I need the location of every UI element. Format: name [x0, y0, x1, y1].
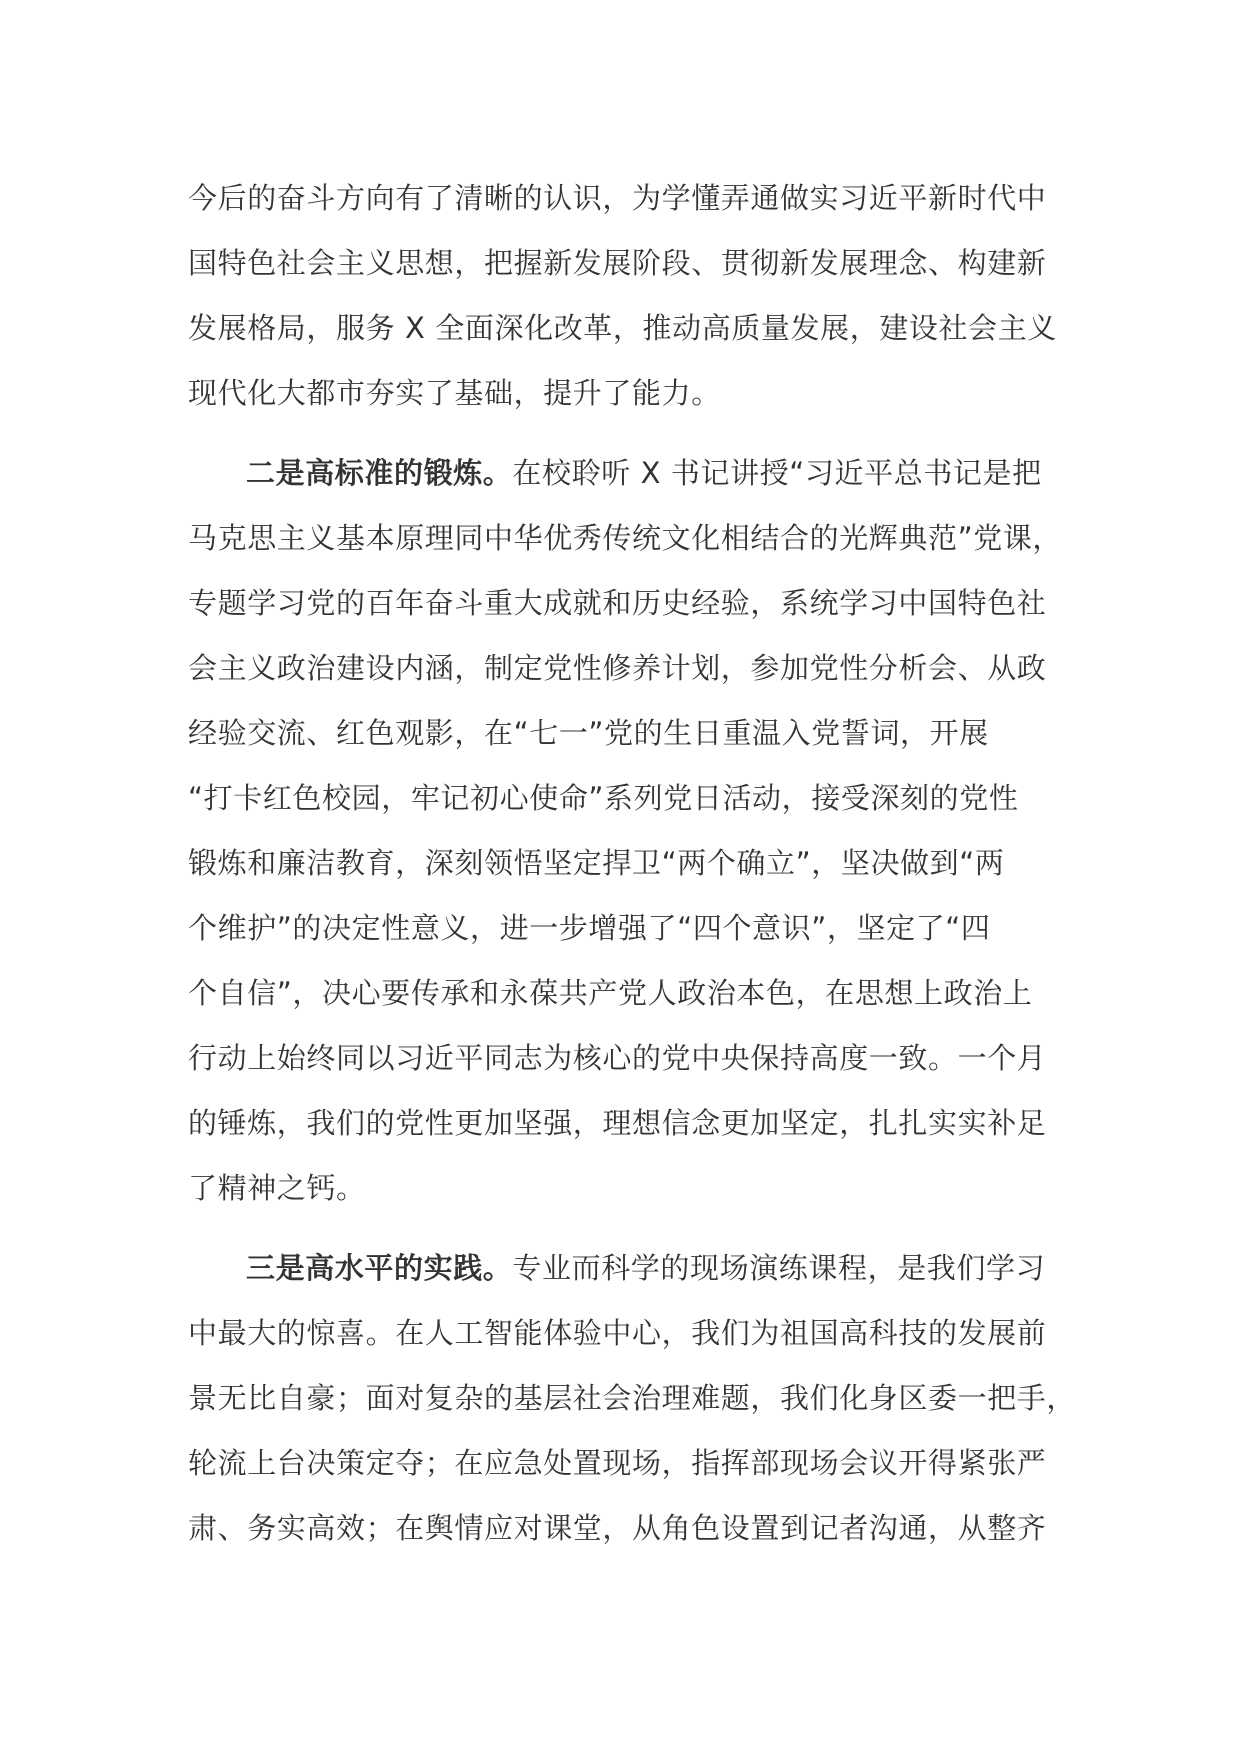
- text-line: 现代化大都市夯实了基础，提升了能力。: [188, 376, 721, 410]
- text-line: 锻炼和廉洁教育，深刻领悟坚定捍卫“两个确立”，坚决做到“两: [188, 846, 1005, 880]
- text-line: “打卡红色校园，牢记初心使命”系列党日活动，接受深刻的党性: [188, 781, 1019, 815]
- paragraph-2: [188, 441, 1068, 1221]
- text-line: 经验交流、红色观影，在“七一”党的生日重温入党誓词，开展: [188, 716, 989, 750]
- text-line: 景无比自豪；面对复杂的基层社会治理难题，我们化身区委一把手，: [188, 1381, 1077, 1415]
- text-line: 肃、务实高效；在舆情应对课堂，从角色设置到记者沟通，从整齐: [188, 1511, 1047, 1545]
- text-line: 发展格局，服务 X 全面深化改革，推动高质量发展，建设社会主义: [188, 311, 1057, 345]
- text-line: 个自信”，决心要传承和永葆共产党人政治本色，在思想上政治上: [188, 976, 1033, 1010]
- text-line: 会主义政治建设内涵，制定党性修养计划，参加党性分析会、从政: [188, 651, 1047, 685]
- text-span: 专业而科学的现场演练课程，是我们学习: [512, 1251, 1046, 1285]
- text-line: 国特色社会主义思想，把握新发展阶段、贯彻新发展理念、构建新: [188, 246, 1047, 280]
- text-line: 专题学习党的百年奋斗重大成就和历史经验，系统学习中国特色社: [188, 586, 1047, 620]
- text-line: 今后的奋斗方向有了清晰的认识，为学懂弄通做实习近平新时代中: [188, 181, 1047, 215]
- paragraph-heading: 三是高水平的实践。: [246, 1251, 513, 1285]
- text-line: 行动上始终同以习近平同志为核心的党中央保持高度一致。一个月: [188, 1041, 1047, 1075]
- text-line: 轮流上台决策定夺；在应急处置现场，指挥部现场会议开得紧张严: [188, 1446, 1047, 1480]
- paragraph-3: [188, 1236, 1077, 1561]
- paragraph-1: [188, 166, 1068, 426]
- paragraph-heading: 二是高标准的锻炼。: [246, 456, 513, 490]
- text-line: 的锤炼，我们的党性更加坚强，理想信念更加坚定，扎扎实实补足: [188, 1106, 1047, 1140]
- text-line: 个维护”的决定性意义，进一步增强了“四个意识”，坚定了“四: [188, 911, 991, 945]
- text-line: 了精神之钙。: [188, 1171, 366, 1205]
- text-line: 中最大的惊喜。在人工智能体验中心，我们为祖国高科技的发展前: [188, 1316, 1047, 1350]
- text-span: 在校聆听 X 书记讲授“习近平总书记是把: [512, 456, 1042, 490]
- paragraph-first-line: [188, 441, 1068, 506]
- paragraph-first-line: [188, 1236, 1068, 1301]
- document-body: [188, 166, 1077, 1561]
- text-line: 马克思主义基本原理同中华优秀传统文化相结合的光辉典范”党课，: [188, 521, 1063, 555]
